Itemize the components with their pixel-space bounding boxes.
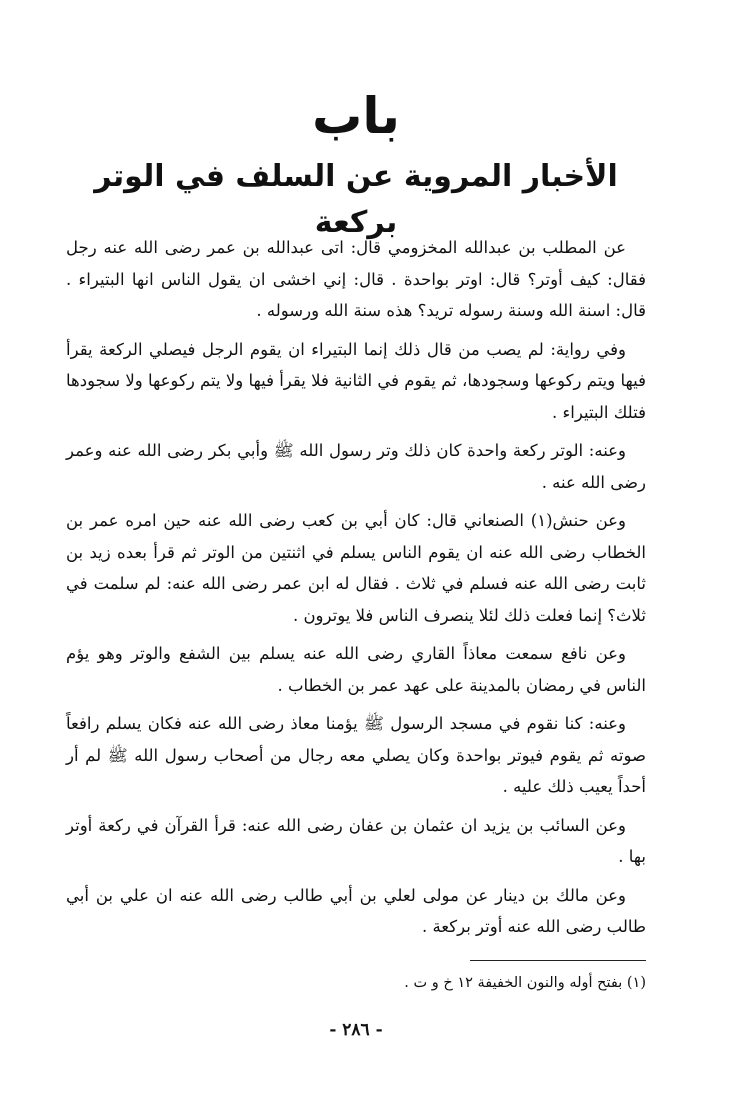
footnote-divider (470, 960, 646, 961)
paragraph-5: وعن نافع سمعت معاذاً القاري رضى الله عنه يسلم بين الشفع والوتر وهو يؤم الناس في رمضان بالمدينة على عهد عمر بن الخطاب . (66, 644, 646, 695)
footnote: (١) بفتح أوله والنون الخفيفة ١٢ خ و ت . (404, 975, 646, 991)
paragraph-6: وعنه: كنا نقوم في مسجد الرسول ﷺ يؤمنا معاذ رضى الله عنه فكان يسلم رافعاً صوته ثم يقوم فيوتر بواحدة وكان يصلي معه رجال من أصحاب رسول الله ﷺ لم أر أحداً يعيب ذلك عليه . (66, 714, 646, 796)
book-page (66, 0, 646, 1096)
body-text (66, 232, 646, 950)
paragraph-2: وفي رواية: لم يصب من قال ذلك إنما البتيراء ان يقوم الرجل فيصلي الركعة يقرأ فيها ويتم ركوعها وسجودها، ثم يقوم في الثانية فلا يقرأ فيها ولا يتم ركوعها ولا سجودها فتلك البتيراء . (66, 339, 646, 422)
paragraph-3: وعنه: الوتر ركعة واحدة كان ذلك وتر رسول الله ﷺ وأبي بكر رضى الله عنه وعمر رضى الله عنه . (66, 441, 646, 492)
paragraph-8: وعن مالك بن دينار عن مولى لعلي بن أبي طالب رضى الله عنه ان علي بن أبي طالب رضى الله عنه أوتر بركعة . (66, 885, 646, 936)
paragraph-4: وعن حنش(١) الصنعاني قال: كان أبي بن كعب رضى الله عنه حين امره عمر بن الخطاب رضى الله عنه ان يقوم الناس يسلم في اثنتين من الوتر ثم قرأ بعده زيد بن ثابت رضى الله عنه فسلم في ثلاث . فقال له ابن عمر رضى الله عنه: لم سلمت في ثلاث؟ إنما فعلت ذلك لئلا ينصرف الناس فلا يوترون . (66, 511, 646, 625)
chapter-title: الأخبار المروية عن السلف في الوتر بركعة (94, 159, 618, 240)
paragraph-1: عن المطلب بن عبدالله المخزومي قال: اتى عبدالله بن عمر رضى الله عنه رجل فقال: كيف أوتر؟ قال: اوتر بواحدة . قال: إني اخشى ان يقول الناس انها البتيراء . قال: اسنة الله وسنة رسوله تريد؟ هذه سنة الله ورسوله . (66, 238, 646, 320)
chapter-heading: باب (312, 87, 400, 145)
paragraph-7: وعن السائب بن يزيد ان عثمان بن عفان رضى الله عنه: قرأ القرآن في ركعة أوتر بها . (66, 815, 646, 866)
page-number: - ٢٨٦ - (329, 1020, 383, 1040)
